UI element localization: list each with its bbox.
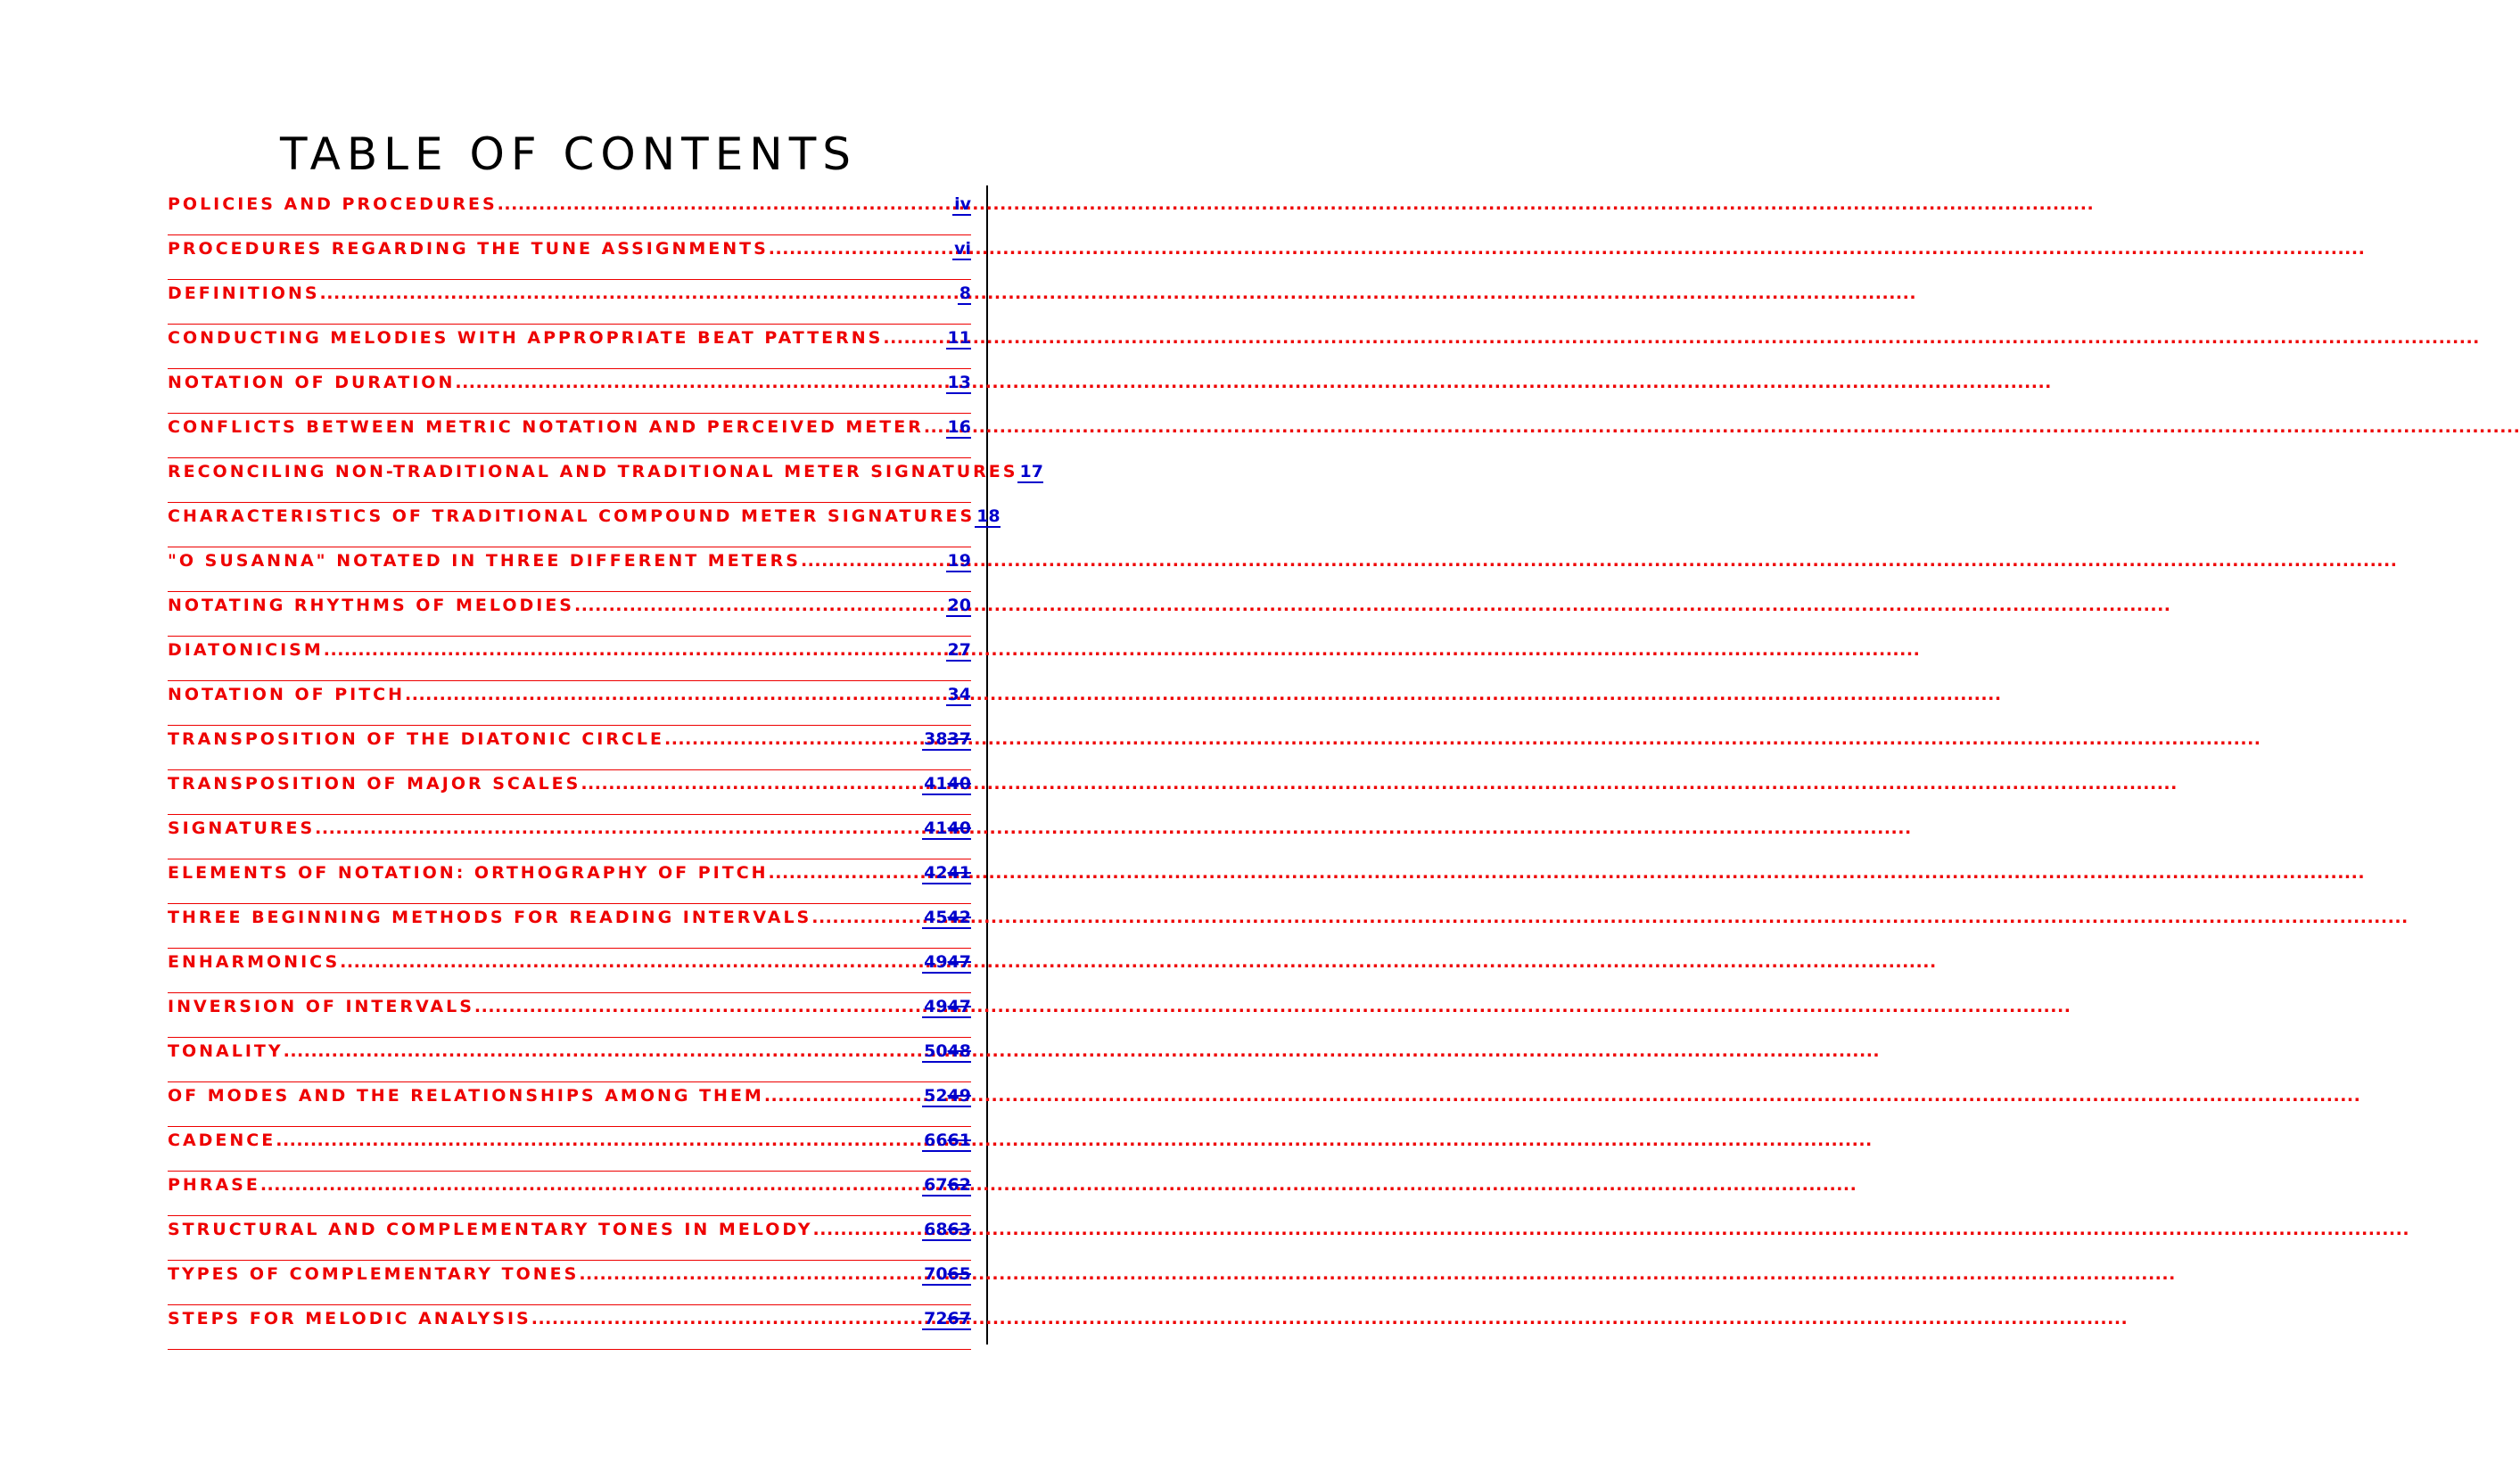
dot-leader — [769, 863, 923, 883]
toc-entry-link[interactable] — [168, 280, 971, 325]
toc-entry-link[interactable] — [168, 458, 1043, 503]
current-page-number: iv — [954, 194, 971, 214]
current-page-number: 49 — [924, 952, 948, 972]
toc-entry-label: POLICIES AND PROCEDURES — [168, 194, 498, 214]
deleted-page-number: 37 — [947, 729, 971, 749]
toc-entry-label: TRANSPOSITION OF MAJOR SCALES — [168, 774, 581, 794]
deleted-page-number: 41 — [947, 863, 971, 883]
toc-entry-link[interactable] — [168, 369, 971, 414]
toc-entry-label: CONFLICTS BETWEEN METRIC NOTATION AND PERCEIVED METER — [168, 417, 924, 437]
toc-entry-label: THREE BEGINNING METHODS FOR READING INTERVALS — [168, 908, 812, 927]
toc-entry-link[interactable] — [168, 325, 971, 369]
toc-entry-page-number — [922, 1175, 971, 1197]
toc-entry-label: NOTATION OF PITCH — [168, 685, 406, 704]
dot-leader — [284, 1041, 922, 1061]
toc-entry-page-number — [922, 774, 971, 795]
toc-entry-page-number — [946, 417, 971, 439]
toc-entry-link[interactable] — [168, 1082, 971, 1127]
current-page-number: 45 — [924, 908, 948, 927]
current-page-number: 41 — [924, 818, 948, 838]
toc-entry-page-number — [946, 640, 971, 662]
current-page-number: 70 — [924, 1264, 948, 1284]
current-page-number: 18 — [976, 506, 1001, 526]
toc-entry-label: INVERSION OF INTERVALS — [168, 997, 474, 1016]
toc-entry-page-number — [946, 596, 971, 617]
dot-leader — [340, 952, 922, 972]
deleted-page-number: 61 — [947, 1131, 971, 1150]
current-page-number: 49 — [924, 997, 948, 1016]
toc-entry-label: RECONCILING NON-TRADITIONAL AND TRADITIONAL METER SIGNATURES — [168, 462, 1018, 481]
deleted-page-number: 47 — [947, 952, 971, 972]
dot-leader — [276, 1131, 922, 1150]
toc-entry-label: CHARACTERISTICS OF TRADITIONAL COMPOUND METER SIGNATURES — [168, 506, 976, 526]
current-page-number: 67 — [924, 1175, 948, 1195]
deleted-page-number: 67 — [947, 1309, 971, 1328]
toc-entry-page-number — [922, 729, 971, 751]
toc-entry-link[interactable] — [168, 235, 971, 280]
page-title: TABLE OF CONTENTS — [279, 128, 857, 180]
toc-entry-page-number — [946, 685, 971, 706]
toc-entry-page-number — [946, 373, 971, 394]
toc-entry-link[interactable] — [168, 1216, 971, 1261]
current-page-number: 66 — [924, 1131, 948, 1150]
deleted-page-number: 65 — [947, 1264, 971, 1284]
toc-entry-label: STRUCTURAL AND COMPLEMENTARY TONES IN MELODY — [168, 1220, 813, 1239]
current-page-number: 68 — [924, 1220, 948, 1239]
toc-entry-page-number — [922, 818, 971, 840]
dot-leader — [883, 328, 945, 348]
toc-entry-label: CADENCE — [168, 1131, 276, 1150]
toc-entry-page-number — [922, 1041, 971, 1063]
toc-entry-label: "O SUSANNA" NOTATED IN THREE DIFFERENT METERS — [168, 551, 801, 571]
dot-leader — [664, 729, 922, 749]
dot-leader — [579, 1264, 922, 1284]
current-page-number: 34 — [947, 685, 971, 704]
dot-leader — [813, 1220, 923, 1239]
toc-entry-link[interactable] — [168, 1261, 971, 1305]
toc-entry-page-number — [922, 997, 971, 1018]
deleted-page-number: 63 — [947, 1220, 971, 1239]
toc-entry-page-number — [922, 1220, 971, 1241]
toc-entry-link[interactable] — [168, 414, 971, 458]
toc-entry-link[interactable] — [168, 815, 971, 859]
current-page-number: 8 — [959, 284, 971, 303]
toc-entry-label: ELEMENTS OF NOTATION: ORTHOGRAPHY OF PITCH — [168, 863, 769, 883]
toc-entry-link[interactable] — [168, 1172, 971, 1216]
dot-leader — [581, 774, 922, 794]
toc-entry-link[interactable] — [168, 637, 971, 681]
dot-leader — [801, 551, 946, 571]
revision-change-bar — [986, 185, 988, 1345]
toc-entry-link[interactable] — [168, 681, 971, 726]
toc-entry-page-number — [1017, 462, 1042, 483]
toc-entry-label: ENHARMONICS — [168, 952, 341, 972]
current-page-number: 19 — [947, 551, 971, 571]
toc-entry-label: NOTATION OF DURATION — [168, 373, 456, 392]
deleted-page-number: 40 — [947, 818, 971, 838]
toc-entry-page-number — [952, 194, 971, 216]
toc-entry-label: NOTATING RHYTHMS OF MELODIES — [168, 596, 574, 615]
current-page-number: 16 — [947, 417, 971, 437]
dot-leader — [531, 1309, 922, 1328]
current-page-number: 20 — [947, 596, 971, 615]
toc-entry-link[interactable] — [168, 904, 971, 949]
dot-leader — [455, 373, 945, 392]
current-page-number: 72 — [924, 1309, 948, 1328]
dot-leader — [320, 284, 958, 303]
dot-leader — [811, 908, 922, 927]
toc-entry-link[interactable] — [168, 547, 971, 592]
toc-entry-link[interactable] — [168, 1305, 971, 1350]
current-page-number: 27 — [947, 640, 971, 660]
deleted-page-number: 62 — [947, 1175, 971, 1195]
toc-entry-page-number — [922, 863, 971, 884]
toc-entry-link[interactable] — [168, 949, 971, 993]
dot-leader — [315, 818, 922, 838]
current-page-number: 42 — [924, 863, 948, 883]
toc-entry-label: CONDUCTING MELODIES WITH APPROPRIATE BEAT PATTERNS — [168, 328, 884, 348]
current-page-number: 13 — [947, 373, 971, 392]
current-page-number: 50 — [924, 1041, 948, 1061]
toc-entry-label: SIGNATURES — [168, 818, 316, 838]
toc-entry-label: DEFINITIONS — [168, 284, 320, 303]
toc-entry-page-number — [922, 1309, 971, 1330]
toc-entry-label: OF MODES AND THE RELATIONSHIPS AMONG THEM — [168, 1086, 764, 1106]
toc-entry-label: STEPS FOR MELODIC ANALYSIS — [168, 1309, 531, 1328]
toc-entry-label: DIATONICISM — [168, 640, 324, 660]
toc-entry-link[interactable] — [168, 503, 1001, 547]
toc-entry-link[interactable] — [168, 993, 971, 1038]
dot-leader — [498, 194, 952, 214]
current-page-number: vi — [954, 239, 971, 259]
dot-leader — [924, 417, 946, 437]
toc-entry-label: PHRASE — [168, 1175, 260, 1195]
toc-entry-label: TYPES OF COMPLEMENTARY TONES — [168, 1264, 580, 1284]
deleted-page-number: 40 — [947, 774, 971, 794]
toc-entry-page-number — [952, 239, 971, 260]
toc-entry-page-number — [922, 1086, 971, 1107]
deleted-page-number: 48 — [947, 1041, 971, 1061]
deleted-page-number: 47 — [947, 997, 971, 1016]
deleted-page-number: 42 — [947, 908, 971, 927]
toc-entry-page-number — [922, 908, 971, 929]
current-page-number: 17 — [1019, 462, 1043, 481]
dot-leader — [574, 596, 946, 615]
toc-entry-label: TONALITY — [168, 1041, 284, 1061]
dot-leader — [260, 1175, 922, 1195]
toc-entry-link[interactable] — [168, 191, 971, 235]
toc-entry-link[interactable] — [168, 592, 971, 637]
dot-leader — [474, 997, 922, 1016]
toc-entry-page-number — [922, 952, 971, 974]
toc-entry-link[interactable] — [168, 859, 971, 904]
toc-entry-page-number — [922, 1131, 971, 1152]
toc-entry-link[interactable] — [168, 1038, 971, 1082]
toc-entry-label: PROCEDURES REGARDING THE TUNE ASSIGNMENTS — [168, 239, 769, 259]
toc-entry-page-number — [958, 284, 971, 305]
toc-entry-link[interactable] — [168, 770, 971, 815]
current-page-number: 38 — [924, 729, 948, 749]
toc-list — [168, 191, 1043, 1350]
current-page-number: 52 — [924, 1086, 948, 1106]
toc-entry-page-number — [946, 328, 971, 349]
dot-leader — [764, 1086, 922, 1106]
dot-leader — [405, 685, 946, 704]
toc-entry-page-number — [946, 551, 971, 572]
deleted-page-number: 49 — [947, 1086, 971, 1106]
dot-leader — [769, 239, 952, 259]
document-page — [0, 0, 1137, 1472]
toc-entry-page-number — [975, 506, 1000, 528]
toc-entry-label: TRANSPOSITION OF THE DIATONIC CIRCLE — [168, 729, 664, 749]
toc-entry-link[interactable] — [168, 1127, 971, 1172]
dot-leader — [324, 640, 946, 660]
toc-entry-link[interactable] — [168, 726, 971, 770]
current-page-number: 41 — [924, 774, 948, 794]
toc-entry-page-number — [922, 1264, 971, 1286]
current-page-number: 11 — [947, 328, 971, 348]
